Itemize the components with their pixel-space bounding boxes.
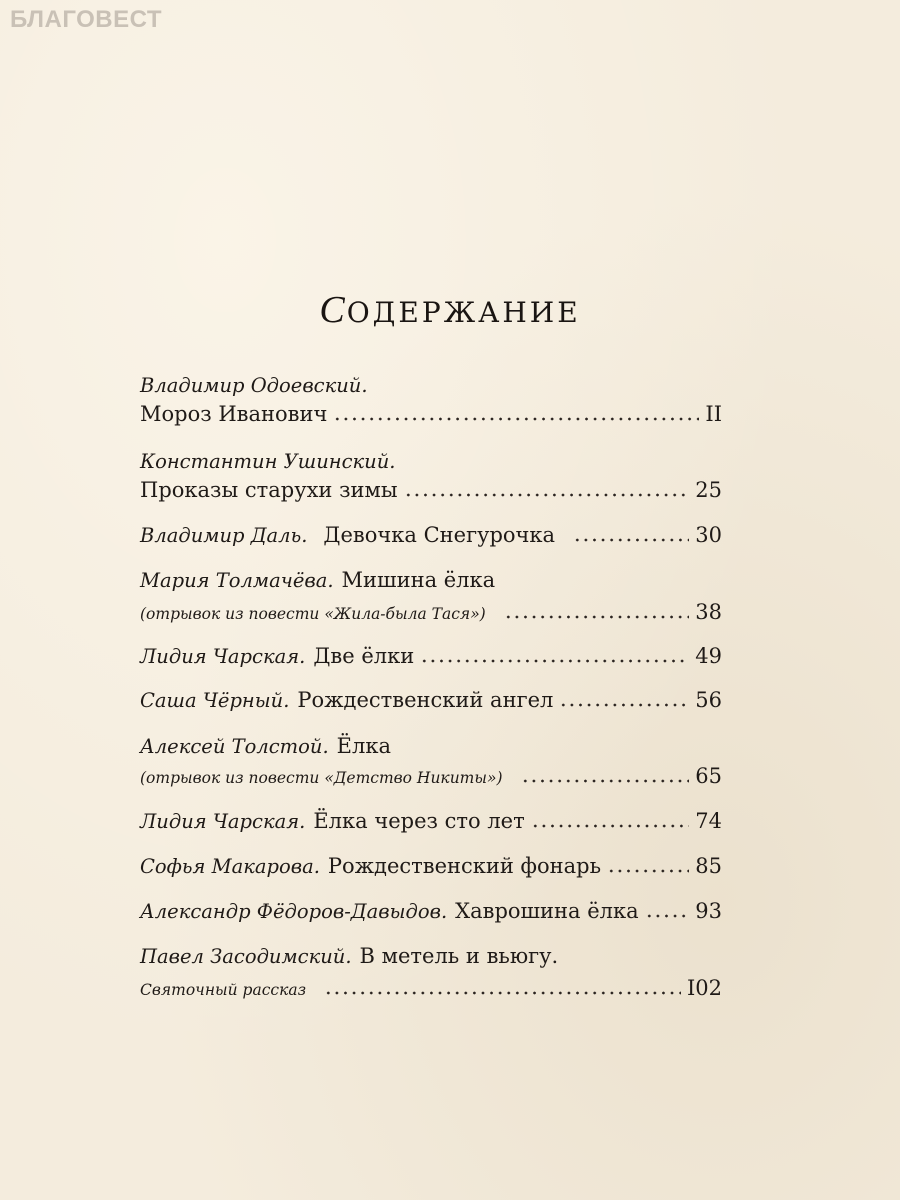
entry-title: Девочка Снегурочка	[323, 523, 556, 547]
entry-author: Саша Чёрный.	[140, 689, 290, 712]
toc-entry[interactable]	[140, 644, 722, 668]
dot-leader	[404, 493, 690, 497]
page-title	[0, 288, 900, 332]
entry-note: (отрывок из повести «Детство Никиты»)	[140, 769, 503, 787]
entry-author: Константин Ушинский.	[140, 450, 396, 473]
dot-leader	[573, 538, 689, 542]
entry-page-number: I02	[686, 976, 722, 1000]
entry-author: Владимир Даль.	[140, 524, 308, 547]
toc-author-line	[140, 374, 722, 397]
dot-leader	[645, 914, 690, 918]
entry-author: Мария Толмачёва.	[140, 569, 334, 592]
dot-leader	[420, 659, 689, 663]
toc-entry-heading[interactable]	[140, 944, 722, 968]
entry-note: (отрывок из повести «Жила-была Тася»)	[140, 605, 486, 623]
toc-entry[interactable]	[140, 478, 722, 502]
entry-page-number: 85	[695, 854, 722, 878]
entry-author: Павел Засодимский.	[140, 945, 352, 968]
toc-entry-note-line	[140, 600, 722, 624]
entry-title: В метель и вьюгу.	[359, 944, 559, 968]
entry-author: Владимир Одоевский.	[140, 374, 368, 397]
toc-entry-heading[interactable]	[140, 734, 722, 758]
entry-author: Александр Фёдоров-Давыдов.	[140, 900, 448, 923]
entry-page-number: 56	[695, 688, 722, 712]
entry-title: Рождественский ангел	[297, 688, 554, 712]
title-rest: ОДЕРЖАНИЕ	[346, 296, 581, 329]
title-initial: С	[319, 289, 345, 331]
entry-page-number: 30	[695, 523, 722, 547]
entry-author: Лидия Чарская.	[140, 810, 306, 833]
dot-leader	[531, 824, 690, 828]
entry-page-number: 49	[695, 644, 722, 668]
entry-author: Алексей Толстой.	[140, 735, 329, 758]
entry-title: Ёлка через сто лет	[313, 809, 525, 833]
entry-page-number: II	[705, 402, 722, 426]
toc-entry[interactable]	[140, 809, 722, 833]
dot-leader	[504, 615, 690, 619]
entry-title: Две ёлки	[313, 644, 415, 668]
toc-entry[interactable]	[140, 688, 722, 712]
dot-leader	[333, 417, 699, 421]
entry-title: Проказы старухи зимы	[140, 478, 398, 502]
toc-entry[interactable]	[140, 523, 722, 547]
dot-leader	[521, 779, 690, 783]
entry-title: Мишина ёлка	[341, 568, 496, 592]
dot-leader	[559, 703, 689, 707]
entry-page-number: 74	[695, 809, 722, 833]
entry-title: Рождественский фонарь	[327, 854, 602, 878]
toc-entry-heading[interactable]	[140, 568, 722, 592]
dot-leader	[607, 869, 689, 873]
toc-entry-note-line	[140, 764, 722, 788]
entry-author: Софья Макарова.	[140, 855, 320, 878]
entry-note: Святочный рассказ	[140, 981, 307, 999]
entry-page-number: 38	[695, 600, 722, 624]
toc-author-line	[140, 450, 722, 473]
entry-page-number: 65	[695, 764, 722, 788]
entry-page-number: 25	[695, 478, 722, 502]
toc-entry[interactable]	[140, 402, 722, 426]
entry-title: Хаврошина ёлка	[455, 899, 639, 923]
dot-leader	[324, 991, 681, 995]
entry-page-number: 93	[695, 899, 722, 923]
entry-title: Мороз Иванович	[140, 402, 328, 426]
entry-author: Лидия Чарская.	[140, 645, 306, 668]
toc-entry-note-line	[140, 976, 722, 1000]
entry-title: Ёлка	[336, 734, 391, 758]
publisher-watermark: БЛАГОВЕСТ	[10, 6, 163, 33]
toc-entry[interactable]	[140, 899, 722, 923]
toc-entry[interactable]	[140, 854, 722, 878]
